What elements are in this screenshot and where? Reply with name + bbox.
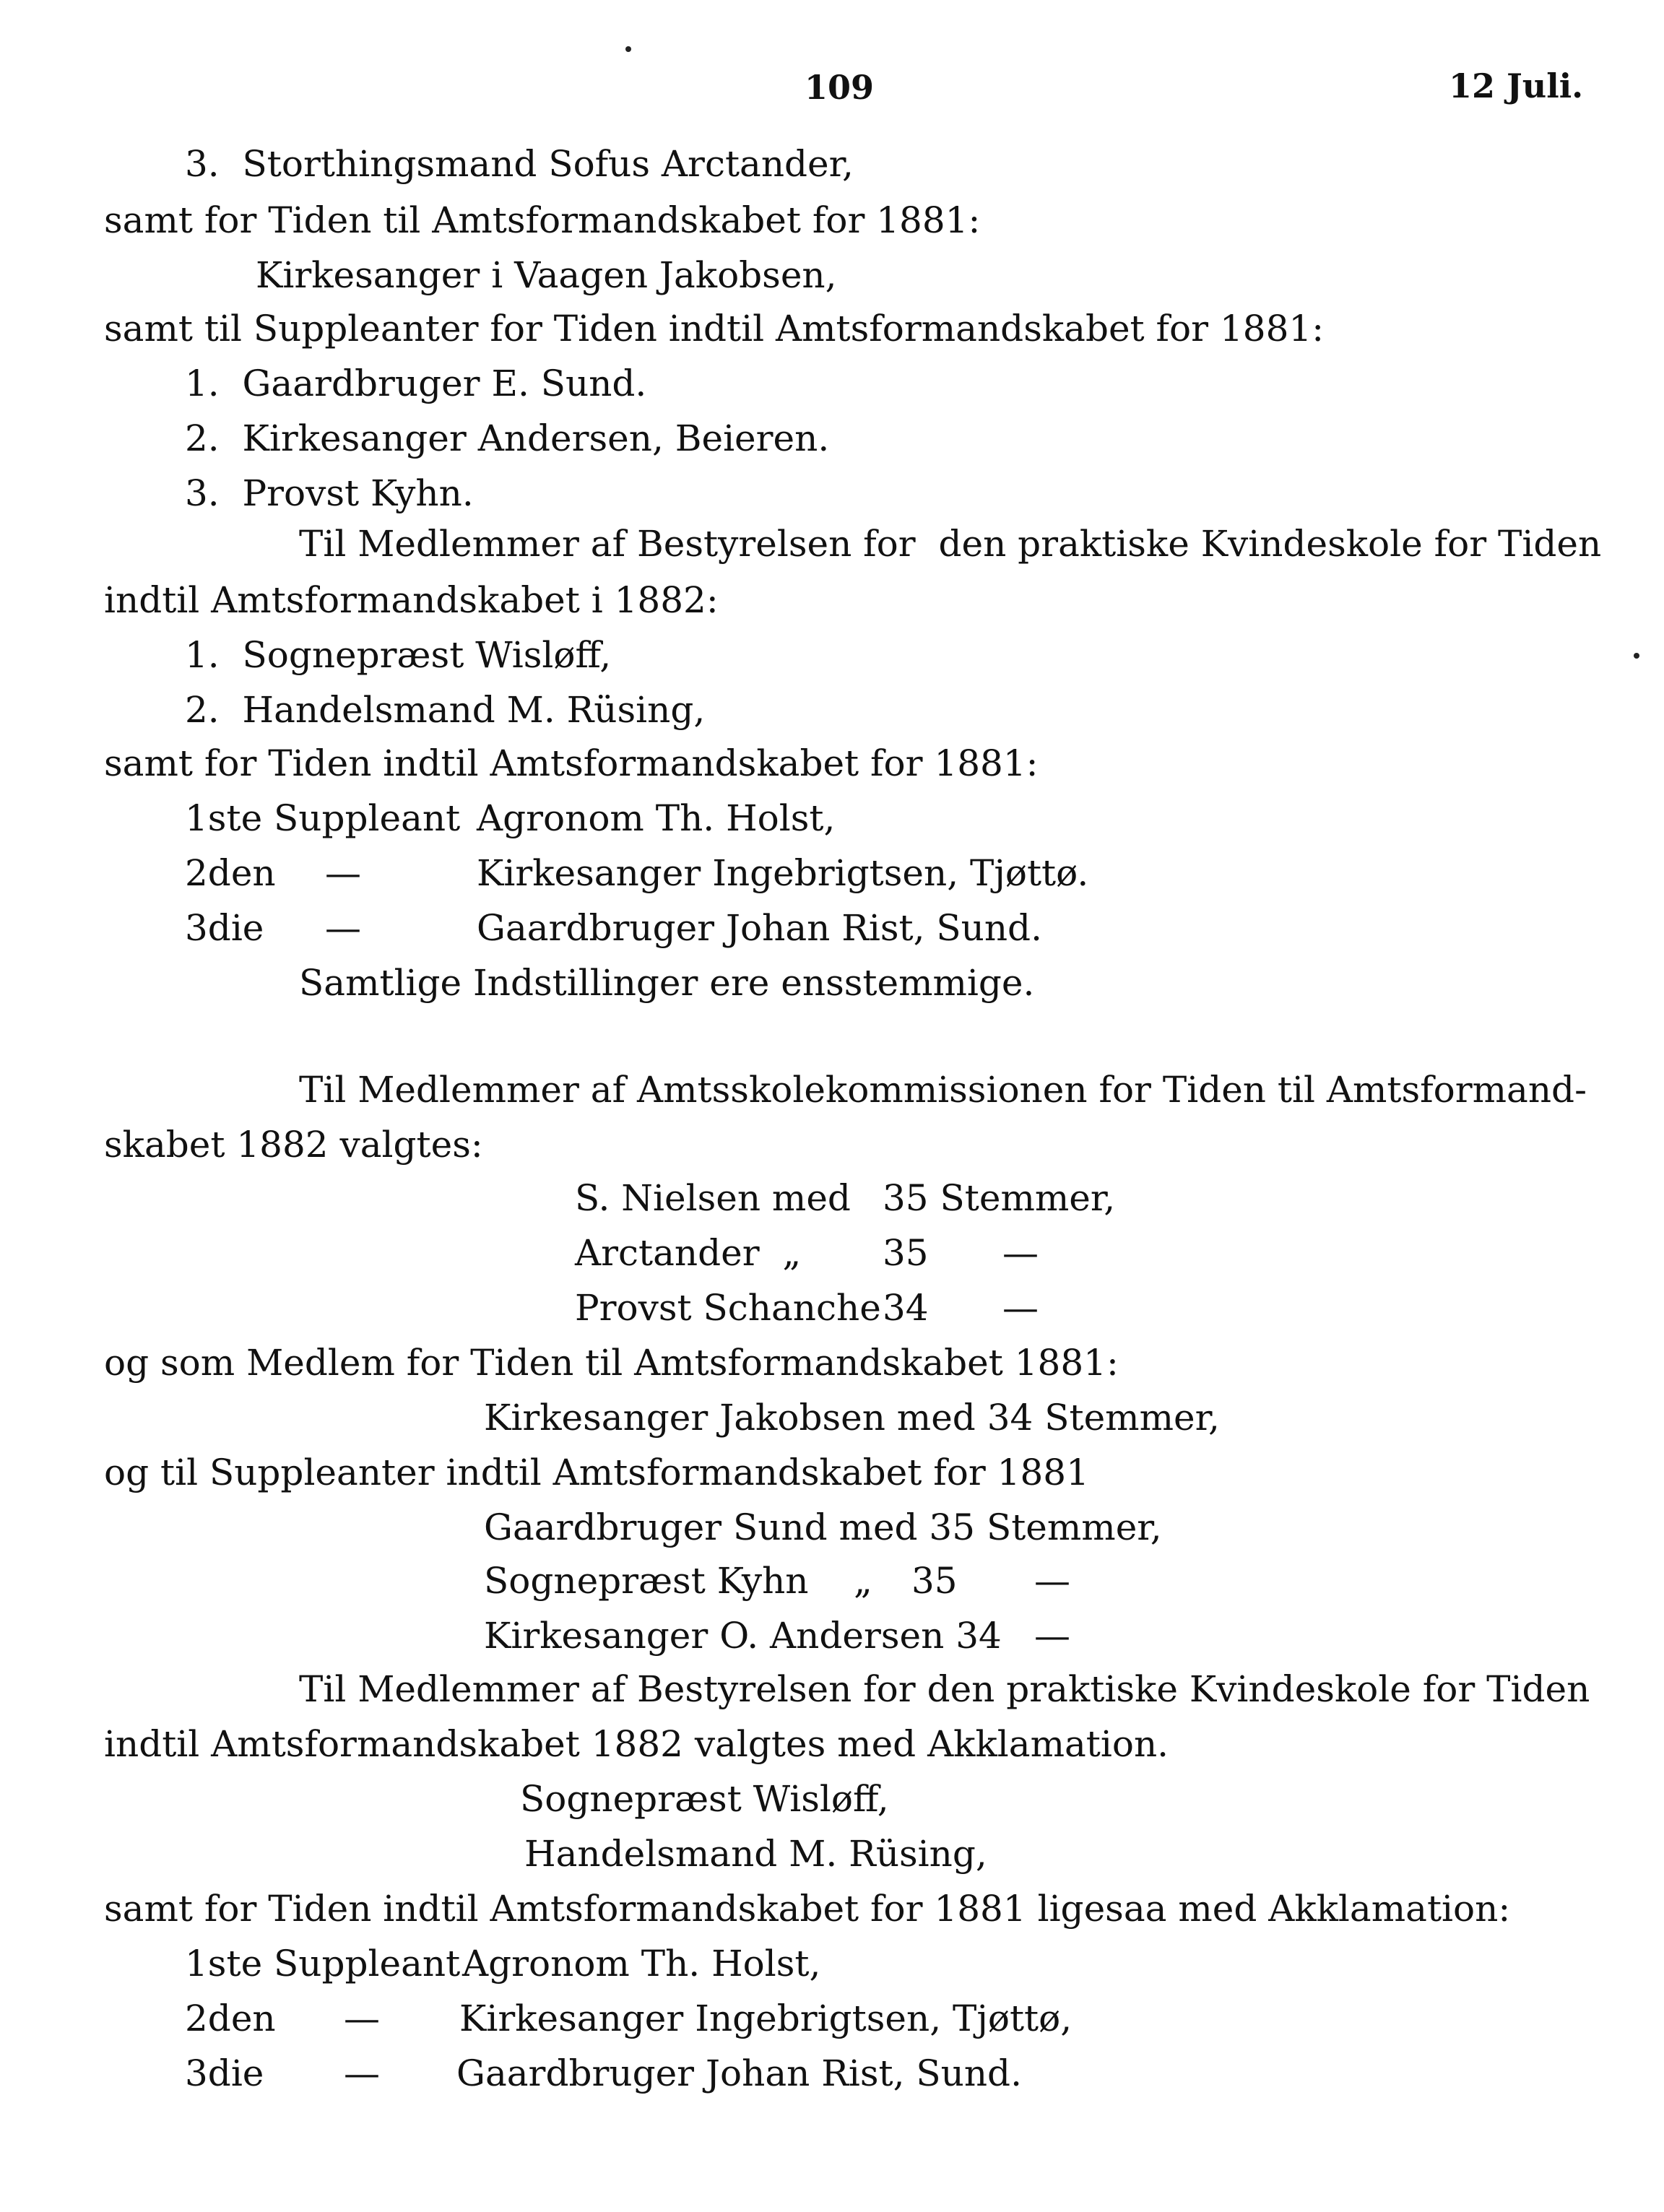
dash: — <box>1002 1287 1039 1329</box>
text-line: Samtlige Indstillinger ere ensstemmige. <box>299 962 1035 1004</box>
text-line: Til Medlemmer af Amtsskolekommissionen for Tiden til Amtsformand- <box>299 1069 1587 1111</box>
text-cell: 3die <box>185 2052 264 2094</box>
text-line: samt for Tiden indtil Amtsformandskabet for 1881: <box>104 742 1039 784</box>
text-line: 3. Storthingsmand Sofus Arctander, <box>185 143 854 185</box>
text-cell: Kirkesanger Ingebrigtsen, Tjøttø, <box>459 1998 1072 2039</box>
text-line: Til Medlemmer af Bestyrelsen for den praktiske Kvindeskole for Tiden <box>299 523 1602 565</box>
page-date: 12 Juli. <box>1449 66 1584 105</box>
text-cell: 1ste Suppleant <box>185 1943 461 1985</box>
ink-speck <box>625 46 631 52</box>
text-cell: Agronom Th. Holst, <box>462 1943 821 1985</box>
text-line: 1. Sognepræst Wisløff, <box>185 634 612 676</box>
text-line: Kirkesanger Jakobsen med 34 Stemmer, <box>484 1397 1220 1439</box>
dash: — <box>1034 1615 1070 1657</box>
text-line: 1. Gaardbruger E. Sund. <box>185 363 647 404</box>
text-cell: Gaardbruger Johan Rist, Sund. <box>477 907 1042 949</box>
ditto-mark: „ <box>854 1560 872 1602</box>
vote-name: S. Nielsen med <box>575 1177 851 1219</box>
vote-name: Kirkesanger O. Andersen 34 <box>484 1615 1002 1657</box>
text-cell: Gaardbruger Johan Rist, Sund. <box>456 2052 1022 2094</box>
text-line: Sognepræst Wisløff, <box>520 1778 889 1820</box>
text-line: 2. Kirkesanger Andersen, Beieren. <box>185 417 830 459</box>
text-line: og til Suppleanter indtil Amtsformandskabet for 1881 <box>104 1452 1089 1493</box>
dash: — <box>1034 1560 1070 1602</box>
vote-name: Provst Schanche <box>575 1287 881 1329</box>
vote-count: 34 <box>883 1287 929 1329</box>
text-line: skabet 1882 valgtes: <box>104 1124 483 1166</box>
text-line: samt for Tiden til Amtsformandskabet for 1881: <box>104 199 981 241</box>
vote-count: 35 <box>911 1560 958 1602</box>
text-cell: 3die <box>185 907 264 949</box>
text-cell: 2den <box>185 1998 276 2039</box>
vote-name: Sognepræst Kyhn <box>484 1560 809 1602</box>
ink-speck <box>1634 653 1639 659</box>
vote-name: Arctander „ <box>575 1232 802 1274</box>
dash: — <box>1002 1232 1039 1274</box>
text-line: 3. Provst Kyhn. <box>185 472 474 514</box>
text-line: samt for Tiden indtil Amtsformandskabet for 1881 ligesaa med Akklamation: <box>104 1888 1511 1930</box>
text-line: og som Medlem for Tiden til Amtsformandskabet 1881: <box>104 1342 1119 1384</box>
text-cell: Agronom Th. Holst, <box>477 797 836 839</box>
text-cell: 2den <box>185 852 276 894</box>
dash: — <box>344 2052 380 2094</box>
vote-count: 35 Stemmer, <box>883 1177 1116 1219</box>
text-line: Til Medlemmer af Bestyrelsen for den praktiske Kvindeskole for Tiden <box>299 1668 1590 1710</box>
page-number: 109 <box>805 68 875 107</box>
text-line: Kirkesanger i Vaagen Jakobsen, <box>256 254 837 296</box>
text-line: indtil Amtsformandskabet i 1882: <box>104 579 719 621</box>
dash: — <box>325 852 361 894</box>
text-cell: 1ste Suppleant <box>185 797 461 839</box>
dash: — <box>325 907 361 949</box>
text-line: 2. Handelsmand M. Rüsing, <box>185 689 706 731</box>
text-line: samt til Suppleanter for Tiden indtil Amtsformandskabet for 1881: <box>104 308 1325 350</box>
vote-line: Gaardbruger Sund med 35 Stemmer, <box>484 1506 1162 1548</box>
text-line: indtil Amtsformandskabet 1882 valgtes med Akklamation. <box>104 1723 1169 1765</box>
text-cell: Kirkesanger Ingebrigtsen, Tjøttø. <box>477 852 1089 894</box>
text-line: Handelsmand M. Rüsing, <box>524 1833 987 1875</box>
vote-count: 35 <box>883 1232 929 1274</box>
dash: — <box>344 1998 380 2039</box>
